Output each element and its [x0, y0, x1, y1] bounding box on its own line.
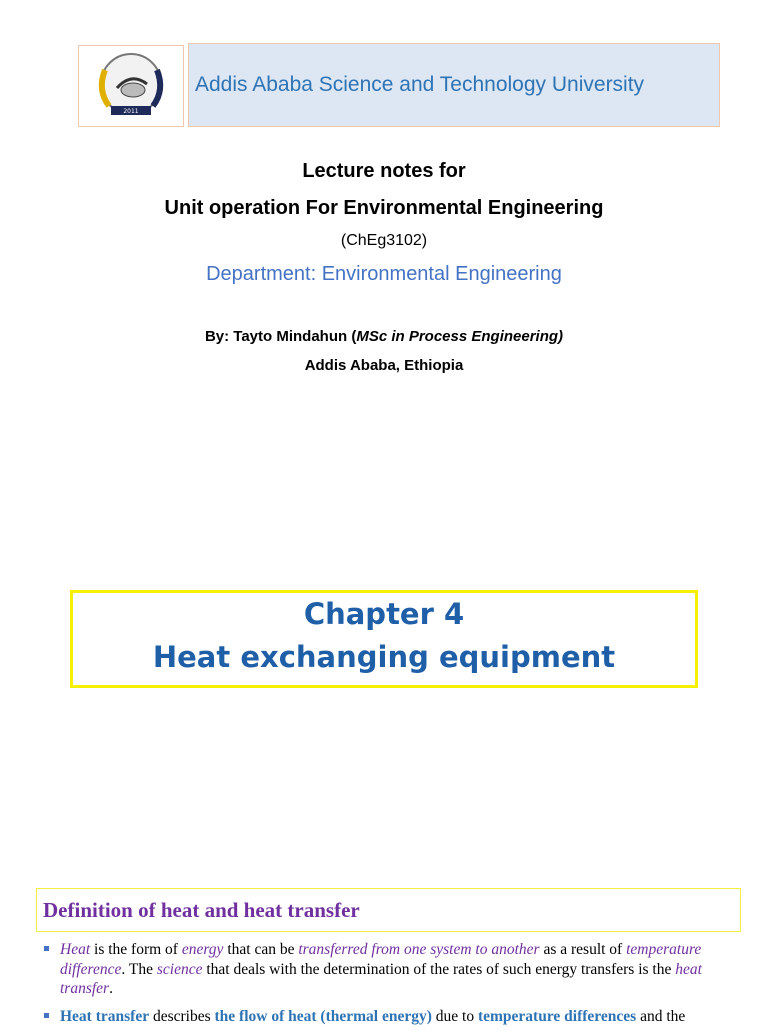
gear-emblem-icon — [87, 50, 175, 122]
list-item — [44, 1007, 740, 1027]
university-name: Addis Ababa Science and Technology University — [195, 73, 645, 96]
university-banner — [188, 43, 720, 127]
term-heat: Heat — [60, 941, 91, 958]
bullet-text: and the — [636, 1007, 686, 1025]
course-code: (ChEg3102) — [340, 232, 428, 249]
lecture-notes-line: Lecture notes for — [302, 160, 466, 182]
bullet-text: that can be — [223, 941, 299, 958]
chapter-box — [70, 590, 698, 688]
author-credential: MSc in Process Engineering) — [356, 328, 564, 345]
section-heading-box — [36, 888, 741, 932]
term-energy: energy — [181, 941, 224, 958]
chapter-number: Chapter 4 — [303, 597, 465, 631]
bullet-text: . The — [121, 960, 157, 978]
department-name: Department: Environmental Engineering — [206, 263, 562, 285]
bullet-icon — [44, 1013, 49, 1018]
author-line — [0, 328, 768, 345]
term-heat-transfer: Heat transfer — [60, 1007, 150, 1025]
term-temperature-difference: temperature difference — [60, 941, 702, 978]
list-item — [44, 940, 740, 999]
term-temperature-differences: temperature differences — [477, 1007, 637, 1025]
author-name: By: Tayto Mindahun ( — [204, 328, 357, 345]
term-science: science — [156, 960, 203, 978]
section-title: Definition of heat and heat transfer — [43, 897, 360, 922]
bullet-text: as a result of — [539, 941, 627, 958]
bullet-text: describes — [149, 1007, 215, 1025]
term-transfer: transferred from one system to another — [298, 941, 540, 958]
university-logo — [78, 45, 184, 127]
term-heat-flow: the flow of heat (thermal energy) — [214, 1007, 432, 1025]
bullet-text: that deals with the determination of the rates of such energy transfers is the — [202, 960, 676, 978]
term-heat-transfer: heat transfer — [60, 960, 702, 997]
course-title: Unit operation For Environmental Engineering — [164, 197, 604, 219]
bullet-list — [44, 940, 740, 1034]
bullet-text: due to — [431, 1007, 478, 1025]
svg-text:2011: 2011 — [123, 108, 139, 115]
location-line: Addis Ababa, Ethiopia — [304, 357, 464, 374]
bullet-text: . — [109, 980, 113, 997]
bullet-text: is the form of — [90, 941, 182, 958]
chapter-title: Heat exchanging equipment — [152, 640, 616, 674]
bullet-icon — [44, 946, 49, 951]
